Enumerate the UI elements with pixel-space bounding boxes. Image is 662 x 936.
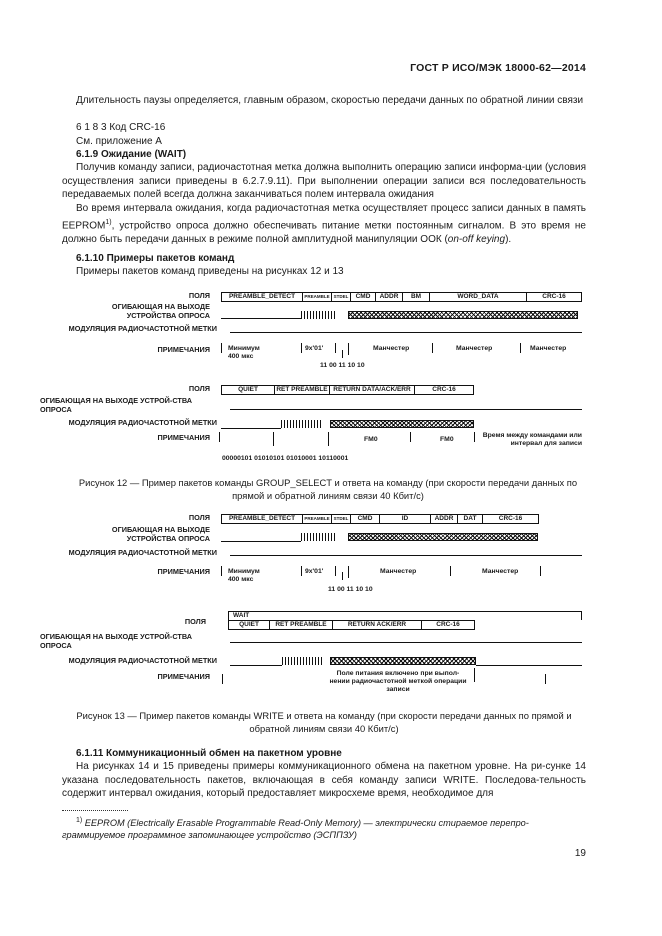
- document-header: ГОСТ Р ИСО/МЭК 18000-62—2014: [410, 62, 586, 74]
- fields-row: [228, 620, 475, 630]
- tick: [328, 432, 329, 446]
- label-modulation: МОДУЛЯЦИЯ РАДИОЧАСТОТНОЙ МЕТКИ: [68, 548, 217, 557]
- label-envelope: ОГИБАЮЩАЯ НА ВЫХОДЕ УСТРОЙСТВА ОПРОСА: [111, 525, 210, 543]
- wait-field: [228, 611, 582, 620]
- field: BM: [403, 293, 430, 301]
- paragraph: Примеры пакетов команд приведены на рисунках 12 и 13: [76, 266, 344, 277]
- tick: [301, 343, 302, 353]
- paragraph: Длительность паузы определяется, главным образом, скоростью передачи данных по обратной линии связи: [76, 95, 584, 106]
- field: STDEL: [332, 515, 351, 523]
- label-notes: ПРИМЕЧАНИЯ: [157, 672, 210, 681]
- envelope-pulses: [301, 533, 337, 541]
- field: ID: [380, 515, 431, 523]
- label-fields: ПОЛЯ: [188, 384, 210, 393]
- tick: [474, 668, 475, 682]
- tick: [410, 432, 411, 442]
- tick: [450, 566, 451, 576]
- paragraph: 6 1 8 3 Код CRC-16: [76, 122, 166, 133]
- note: Поле питания включено при выпол-нении радиочастотной меткой операции записи: [329, 670, 467, 693]
- fields-row: [221, 385, 474, 395]
- text: Во время интервала ожидания, когда радиочастотная метка осуществляет процесс записи данных в память EEPROM: [62, 203, 586, 231]
- paragraph: См. приложение А: [76, 136, 162, 147]
- modulation-line: [230, 665, 282, 666]
- tick: [335, 566, 336, 576]
- tick: [545, 674, 546, 684]
- note: FM0: [440, 436, 454, 443]
- text: , устройство опроса должно обеспечивать питание метки постоянным сигналом. В это время не должно быть передачи данных в режиме полной амплитудной манипуляции ООК (: [62, 219, 586, 245]
- label-modulation: МОДУЛЯЦИЯ РАДИОЧАСТОТНОЙ МЕТКИ: [68, 418, 217, 427]
- field: CRC-16: [542, 293, 566, 300]
- tick: [273, 432, 274, 446]
- label-envelope: ОГИБАЮЩАЯ НА ВЫХОДЕ УСТРОЙ-СТВА ОПРОСА: [40, 632, 193, 650]
- tick: [219, 432, 220, 442]
- tick: [540, 566, 541, 576]
- field: RETURN DATA/ACK/ERR: [330, 386, 415, 394]
- envelope-line: [230, 642, 582, 643]
- tick: [301, 566, 302, 576]
- paragraph: Получив команду записи, радиочастотная метка должна выполнить операцию записи информа-ции (условия осуществления записи приведены в 6.2.7.9.11). При выполнении операции записи вся последовательность передаваемых полей всегда должна заканчиваться полем интервала ожидания: [62, 162, 586, 201]
- power-line: [476, 665, 582, 666]
- section-heading: 6.1.11 Коммуникационный обмен на пакетном уровне: [76, 748, 342, 759]
- label-envelope: ОГИБАЮЩАЯ НА ВЫХОДЕ УСТРОЙ-СТВА ОПРОСА: [40, 396, 193, 414]
- field: RETURN ACK/ERR: [333, 621, 422, 629]
- note: Манчестер: [380, 568, 417, 575]
- footnote-separator: [62, 810, 128, 811]
- field: STDEL: [332, 293, 351, 301]
- note: Манчестер: [456, 345, 493, 352]
- paragraph: На рисунках 14 и 15 приведены примеры коммуникационного обмена на пакетном уровне. На ри-сунке 14 указана последовательность пакетов, включающая в себя команду записи WRITE. Последова-тельность содержит интервал ожидания, который предоставляет микросхеме время, необходимое для: [62, 761, 586, 800]
- field: RET PREAMBLE: [270, 621, 333, 629]
- note: Время между командами или интервал для записи: [482, 432, 582, 447]
- field: CMD: [351, 293, 376, 301]
- section-heading: 6.1.9 Ожидание (WAIT): [76, 149, 187, 160]
- tick: [335, 343, 336, 353]
- modulation-hatch: [330, 657, 476, 665]
- note: Минимум 400 мкс: [228, 345, 260, 360]
- envelope-line: [221, 318, 301, 319]
- envelope-pulses: [301, 311, 337, 319]
- paragraph: [62, 202, 586, 246]
- figure-caption: Рисунок 12 — Пример пакетов команды GROUP_SELECT и ответа на команду (при скорости передачи данных по прямой и обратной линиям связи 40 Кбит/с): [78, 477, 578, 501]
- footnote-ref: 1): [105, 218, 112, 226]
- field: PREAMBLE_DETECT: [222, 515, 303, 523]
- note: 9х'01': [305, 345, 324, 352]
- modulation-pulses: [282, 657, 322, 665]
- section-heading: 6.1.10 Примеры пакетов команд: [76, 253, 235, 264]
- envelope-hatch: [348, 533, 538, 541]
- tick: [520, 343, 521, 353]
- text: on-off keying: [447, 233, 506, 245]
- tick: [221, 566, 222, 576]
- field: WAIT: [233, 612, 250, 619]
- modulation-line: [230, 332, 582, 333]
- page-number: 19: [574, 848, 586, 859]
- field: ADDR: [431, 515, 458, 523]
- tick: [221, 343, 222, 353]
- field: QUIET: [222, 386, 275, 394]
- field: PREAMBLE: [303, 293, 332, 301]
- text: ).: [505, 233, 512, 245]
- figure-caption: Рисунок 13 — Пример пакетов команды WRITE и ответа на команду (при скорости передачи данных по прямой и обратной линиям связи 40 Кбит/с): [76, 710, 572, 734]
- note: Минимум 400 мкс: [228, 568, 260, 583]
- tick: [348, 566, 349, 578]
- label-fields: ПОЛЯ: [188, 513, 210, 522]
- fields-row: [221, 292, 582, 302]
- modulation-pulses: [281, 420, 321, 428]
- label-modulation: МОДУЛЯЦИЯ РАДИОЧАСТОТНОЙ МЕТКИ: [68, 656, 217, 665]
- bit-sequence: 11 00 11 10 10: [328, 586, 373, 593]
- label-fields: ПОЛЯ: [184, 617, 206, 626]
- field: RET PREAMBLE: [275, 386, 330, 394]
- field: WORD_DATA: [430, 293, 527, 301]
- note: Манчестер: [482, 568, 519, 575]
- field: DAT: [458, 515, 483, 523]
- tick: [348, 343, 349, 355]
- label-notes: ПРИМЕЧАНИЯ: [157, 433, 210, 442]
- note: Манчестер: [373, 345, 410, 352]
- label-notes: ПРИМЕЧАНИЯ: [157, 567, 210, 576]
- label-notes: ПРИМЕЧАНИЯ: [157, 345, 210, 354]
- modulation-line: [221, 428, 281, 429]
- envelope-line: [221, 541, 301, 542]
- tick: [432, 343, 433, 353]
- fields-row: [221, 514, 539, 524]
- field: CMD: [351, 515, 380, 523]
- note: FM0: [364, 436, 378, 443]
- field: QUIET: [229, 621, 270, 629]
- note: Манчестер: [530, 345, 567, 352]
- footnote: [62, 815, 586, 841]
- bit-sequence: 00000101 01010101 01010001 10110001: [222, 455, 349, 462]
- tick: [342, 350, 343, 358]
- note: 9х'01': [305, 568, 324, 575]
- label-modulation: МОДУЛЯЦИЯ РАДИОЧАСТОТНОЙ МЕТКИ: [68, 324, 217, 333]
- envelope-line: [230, 409, 582, 410]
- field: CRC-16: [436, 621, 460, 628]
- field: CRC-16: [498, 515, 523, 522]
- tick: [342, 572, 343, 580]
- field: ADDR: [376, 293, 403, 301]
- label-fields: ПОЛЯ: [188, 291, 210, 300]
- envelope-hatch: [348, 311, 578, 319]
- field: PREAMBLE_DETECT: [222, 293, 303, 301]
- footnote-mark: 1): [76, 817, 83, 824]
- bit-sequence: 11 00 11 10 10: [320, 362, 365, 369]
- field: CRC-16: [432, 386, 456, 393]
- tick: [222, 674, 223, 684]
- modulation-line: [230, 555, 582, 556]
- modulation-hatch: [330, 420, 474, 428]
- tick: [474, 432, 475, 442]
- label-envelope: ОГИБАЮЩАЯ НА ВЫХОДЕ УСТРОЙСТВА ОПРОСА: [111, 302, 210, 320]
- footnote-text: EEPROM (Electrically Erasable Programmable Read-Only Memory) — электрически стираемое перепро-граммируемое программное запоминающее устройство (ЭСППЗУ): [62, 818, 529, 841]
- field: PREAMBLE: [303, 515, 332, 523]
